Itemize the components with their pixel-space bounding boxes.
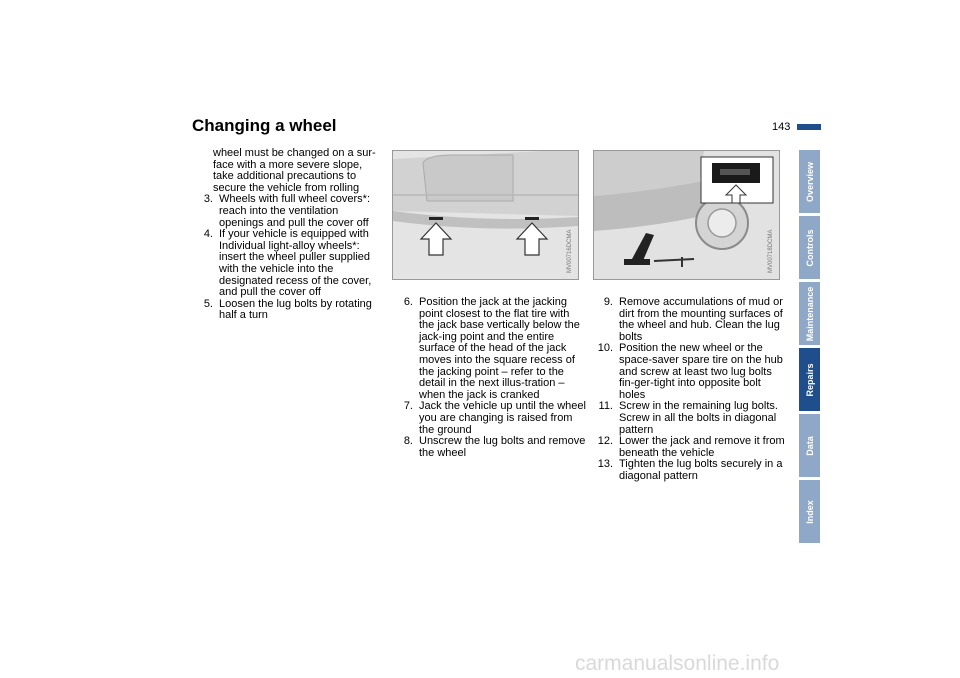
step-number: 4. <box>203 228 213 241</box>
step-number: 11. <box>598 400 613 413</box>
step-number: 7. <box>403 400 413 413</box>
jack-position-illustration <box>593 150 780 280</box>
step-13 <box>591 459 788 482</box>
step-text: Tighten the lug bolts securely in a diagonal pattern <box>619 458 783 482</box>
step-text: Position the new wheel or the space-saver spare tire on the hub and screw at least two lug bolts fin-ger-tight into opposite bolt holes <box>619 342 783 401</box>
tab-data[interactable] <box>799 414 820 477</box>
tab-label: Maintenance <box>804 286 815 341</box>
step-text: Remove accumulations of mud or dirt from the mounting surfaces of the wheel and hub. Clean the lug bolts <box>619 296 783 343</box>
step-7 <box>391 401 586 436</box>
watermark: carmanualsonline.info <box>575 652 780 675</box>
section-tabs <box>799 150 820 546</box>
step-11 <box>591 401 788 436</box>
text-column-1 <box>191 148 381 322</box>
step-number: 8. <box>403 435 413 448</box>
tab-label: Index <box>804 499 815 524</box>
step-number: 5. <box>203 297 213 310</box>
jack-drawing <box>594 151 779 279</box>
step-8 <box>391 436 586 459</box>
step-3 <box>191 194 381 229</box>
text-column-2 <box>391 297 586 459</box>
tab-overview[interactable] <box>799 150 820 213</box>
figure-code: MV00716DCMA <box>567 229 573 273</box>
step-text: Position the jack at the jacking point closest to the flat tire with the jack base vertically below the jack-ing point and the entire surface of the head of the jack moves into the square recess of the jacking point – refer to the detail in the next illus-tration – when the jack is cranked <box>419 296 580 401</box>
text-column-3 <box>591 297 788 483</box>
step-text: Lower the jack and remove it from beneath the vehicle <box>619 435 785 459</box>
car-side-drawing <box>393 151 578 279</box>
step-number: 13. <box>597 458 613 471</box>
tab-maintenance[interactable] <box>799 282 820 345</box>
step-number: 6. <box>403 296 413 308</box>
step-number: 9. <box>603 296 613 308</box>
tab-label: Controls <box>804 229 815 266</box>
step-10 <box>591 343 788 401</box>
step-text: Screw in the remaining lug bolts. Screw in all the bolts in diagonal pattern <box>619 400 778 436</box>
continuation-text: wheel must be changed on a sur-face with a more severe slope, take additional precautions to secure the vehicle from rolling <box>213 147 376 194</box>
tab-repairs[interactable] <box>799 348 820 411</box>
step-text: Unscrew the lug bolts and remove the wheel <box>419 435 586 459</box>
tab-index[interactable] <box>799 480 820 543</box>
figure-code: MV00718DCMA <box>768 229 774 273</box>
jacking-points-illustration <box>392 150 579 280</box>
step-number: 3. <box>203 193 213 206</box>
step-text: Loosen the lug bolts by rotating half a turn <box>219 297 372 322</box>
step-text: Jack the vehicle up until the wheel you are changing is raised from the ground <box>419 400 586 436</box>
step-5 <box>191 299 381 322</box>
tab-label: Overview <box>804 161 815 202</box>
page-marker <box>797 124 821 130</box>
step-number: 10. <box>597 342 613 355</box>
step-number: 12. <box>597 435 613 448</box>
page-title: Changing a wheel <box>192 116 337 135</box>
step-6 <box>391 297 586 401</box>
step-text: If your vehicle is equipped with Individual light-alloy wheels*: insert the wheel puller supplied with the vehicle into the designated recess of the cover, and pull the cover off <box>219 228 372 299</box>
page-number: 143 <box>772 121 791 133</box>
tab-label: Repairs <box>804 362 815 397</box>
step-4 <box>191 229 381 299</box>
tab-label: Data <box>804 435 815 456</box>
step-12 <box>591 436 788 459</box>
step-text: Wheels with full wheel covers*: reach into the ventilation openings and pull the cover off <box>219 193 371 229</box>
tab-controls[interactable] <box>799 216 820 279</box>
step-9 <box>591 297 788 343</box>
